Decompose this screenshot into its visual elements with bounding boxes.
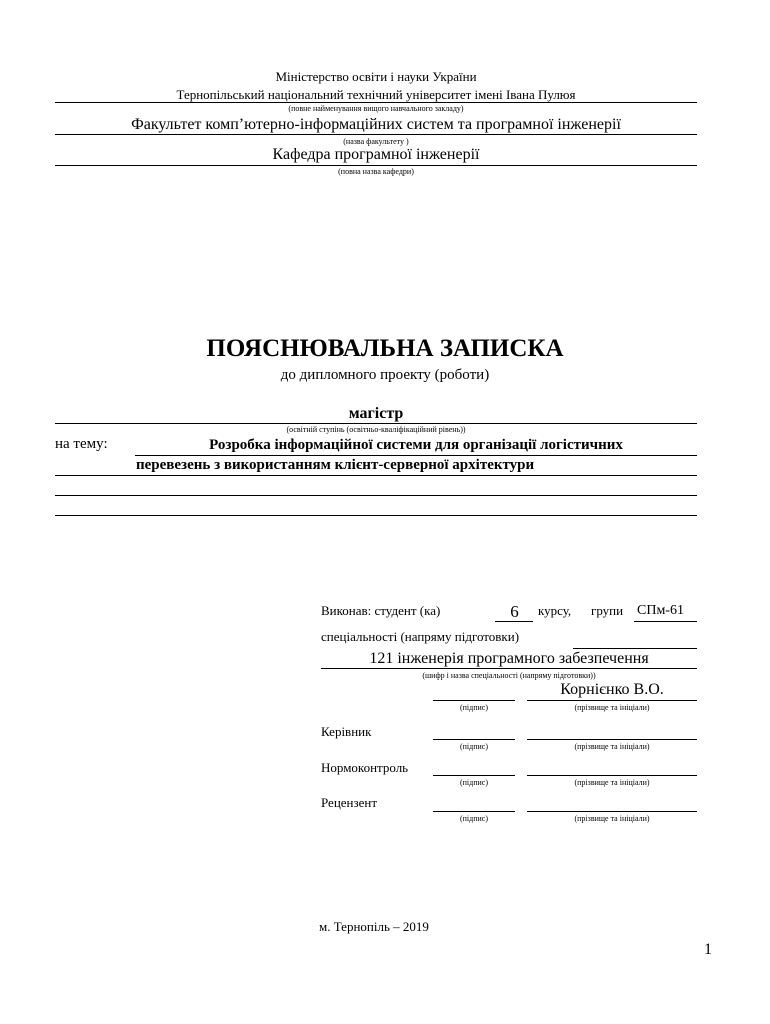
supervisor-signature-caption: (підпис) xyxy=(459,742,488,751)
department-name: Кафедра програмної інженерії xyxy=(272,146,480,163)
group-value: СПм-61 xyxy=(637,603,684,618)
city-year: м. Тернопіль – 2019 xyxy=(319,919,429,934)
degree: магістр xyxy=(348,405,404,422)
author-name-caption: (прізвище та ініціали) xyxy=(574,703,650,712)
topic-line-2: перевезень з використанням клієнт-серверної архітектури xyxy=(136,457,535,473)
reviewer-name-line xyxy=(527,811,697,812)
course-label: курсу, xyxy=(538,603,572,618)
faculty-name: Факультет комп’ютерно-інформаційних систем та програмної інженерії xyxy=(131,116,621,133)
university-underline xyxy=(55,102,697,103)
document-title: ПОЯСНЮВАЛЬНА ЗАПИСКА xyxy=(206,335,564,362)
specialty-value: 121 інженерія програмного забезпечення xyxy=(369,650,649,667)
page-number: 1 xyxy=(704,941,712,958)
supervisor-signature-line xyxy=(433,739,515,740)
specialty-label-underline xyxy=(573,648,697,649)
supervisor-label: Керівник xyxy=(321,724,372,739)
university-caption: (повне найменування вищого навчального закладу) xyxy=(288,104,464,113)
specialty-caption: (шифр і назва спеціальності (напряму підготовки)) xyxy=(422,671,596,680)
specialty-underline xyxy=(321,668,697,669)
reviewer-signature-line xyxy=(433,811,515,812)
normcontrol-label: Нормоконтроль xyxy=(321,760,409,775)
specialty-label: спеціальності (напряму підготовки) xyxy=(321,629,520,644)
topic-underline-1 xyxy=(135,455,697,456)
group-underline xyxy=(634,621,697,622)
course-underline xyxy=(495,621,533,622)
author-name: Корнієнко В.О. xyxy=(560,681,664,698)
faculty-caption: (назва факультету ) xyxy=(343,137,409,146)
normcontrol-name-caption: (прізвище та ініціали) xyxy=(574,778,650,787)
supervisor-name-caption: (прізвище та ініціали) xyxy=(574,742,650,751)
topic-line-1: Розробка інформаційної системи для організації логістичних xyxy=(209,437,623,453)
normcontrol-name-line xyxy=(527,775,697,776)
ministry-name: Міністерство освіти і науки України xyxy=(275,69,477,84)
author-name-line xyxy=(527,700,697,701)
reviewer-name-caption: (прізвище та ініціали) xyxy=(574,814,650,823)
topic-underline-2 xyxy=(55,475,697,476)
normcontrol-signature-caption: (підпис) xyxy=(459,778,488,787)
normcontrol-signature-line xyxy=(433,775,515,776)
topic-label: на тему: xyxy=(55,436,108,452)
university-name: Тернопільський національний технічний університет імені Івана Пулюя xyxy=(176,87,576,102)
done-by-label: Виконав: студент (ка) xyxy=(321,603,441,618)
author-signature-line xyxy=(433,700,515,701)
degree-caption: (освітній ступінь (освітньо-кваліфікаційний рівень)) xyxy=(286,425,466,434)
topic-underline-3 xyxy=(55,495,697,496)
supervisor-name-line xyxy=(527,739,697,740)
course-value: 6 xyxy=(510,602,519,621)
topic-underline-4 xyxy=(55,515,697,516)
document-subtitle: до дипломного проекту (роботи) xyxy=(280,367,490,383)
reviewer-label: Рецензент xyxy=(321,795,378,810)
faculty-underline xyxy=(55,134,697,135)
reviewer-signature-caption: (підпис) xyxy=(459,814,488,823)
department-caption: (повна назва кафедри) xyxy=(338,167,414,176)
department-underline xyxy=(55,165,697,166)
author-signature-caption: (підпис) xyxy=(459,703,488,712)
group-label: групи xyxy=(591,603,624,618)
degree-underline xyxy=(55,423,697,424)
